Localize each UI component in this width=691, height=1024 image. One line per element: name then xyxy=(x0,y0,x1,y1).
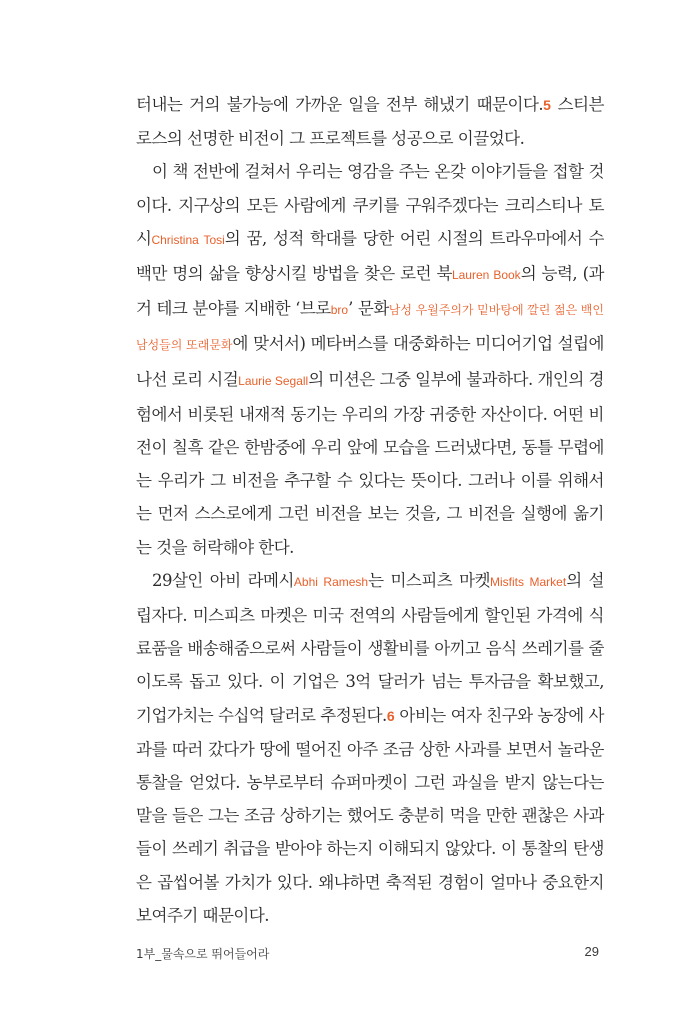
text-run: 의 설립자다. 미스피츠 마켓은 미국 전역의 사람들에게 할인된 가격에 식료품을 배송해줌으로써 사람들이 생활비를 아끼고 음식 쓰레기를 줄이도록 돕고 있다. 이 기업은 3억 달러가 넘는 투자금을 확보했고, 기업가치는 수십억 달러로 추정된다. xyxy=(136,570,604,725)
footnote-marker: 6 xyxy=(386,707,395,724)
original-term-note: bro xyxy=(330,303,349,318)
original-name-note: Misfits Market xyxy=(490,574,567,589)
text-run: 터내는 거의 불가능에 가까운 일을 전부 해냈기 때문이다. xyxy=(136,95,544,114)
text-run: 의 능력, (과거 테크 분야를 지배한 ‘브로 xyxy=(136,264,604,319)
text-run: 29살인 아비 라메시 xyxy=(152,570,294,590)
translator-note: 남성 우월주의가 밑바탕에 깔린 젊은 백인 남성들의 또래문화 xyxy=(136,303,604,353)
original-name-note: Lauren Book xyxy=(451,268,521,283)
paragraph xyxy=(136,155,604,563)
page-number: 29 xyxy=(584,944,599,959)
text-run: ’ 문화 xyxy=(348,299,389,319)
text-run: 에 맞서서) 메타버스를 대중화하는 미디어기업 설립에 나선 로리 시걸 xyxy=(136,334,604,389)
original-name-note: Christina Tosi xyxy=(151,232,225,247)
original-name-note: Laurie Segall xyxy=(238,373,309,388)
text-run: 는 미스피츠 마켓 xyxy=(368,570,491,590)
original-name-note: Abhi Ramesh xyxy=(293,574,369,589)
text-run: 의 미션은 그중 일부에 불과하다. 개인의 경험에서 비롯된 내재적 동기는 우리의 가장 귀중한 자산이다. 어떤 비전이 칠흑 같은 한밤중에 우리 앞에 모습을 드러냈다면, 동틀 무렵에는 우리가 그 비전을 추구할 수 있다는 뜻이다. 그러나 이를 위해서는 먼저 스스로에게 그런 비전을 보는 것을, 그 비전을 실행에 옮기는 것을 허락해야 한다. xyxy=(136,369,604,557)
paragraph xyxy=(136,88,604,155)
text-run: 아비는 여자 친구와 농장에 사과를 따러 갔다가 땅에 떨어진 아주 조금 상한 사과를 보면서 놀라운 통찰을 얻었다. 농부로부터 슈퍼마켓이 그런 과실을 받지 않는다는 말을 들은 그는 조금 상하기는 했어도 충분히 먹을 만한 괜찮은 사과들이 쓰레기 취급을 받아야 하는지 이해되지 않았다. 이 통찰의 탄생은 곱씹어볼 가치가 있다. 왜냐하면 축적된 경험이 얼마나 중요한지 보여주기 때문이다. xyxy=(136,705,604,925)
text-run: 이 책 전반에 걸쳐서 우리는 영감을 주는 온갖 이야기들을 접할 것이다. 지구상의 모든 사람에게 쿠키를 구워주겠다는 크리스티나 토시 xyxy=(136,162,604,248)
footnote-marker: 5 xyxy=(543,97,551,113)
text-run: 스티븐 로스의 선명한 비전이 그 프로젝트를 성공으로 이끌었다. xyxy=(136,95,604,149)
text-run: 의 꿈, 성적 학대를 당한 어린 시절의 트라우마에서 수백만 명의 삶을 향상시킬 방법을 찾은 로런 북 xyxy=(136,228,604,284)
body-text xyxy=(136,88,604,932)
running-footer: 1부_물속으로 뛰어들어라 xyxy=(136,947,270,961)
paragraph xyxy=(136,564,604,932)
